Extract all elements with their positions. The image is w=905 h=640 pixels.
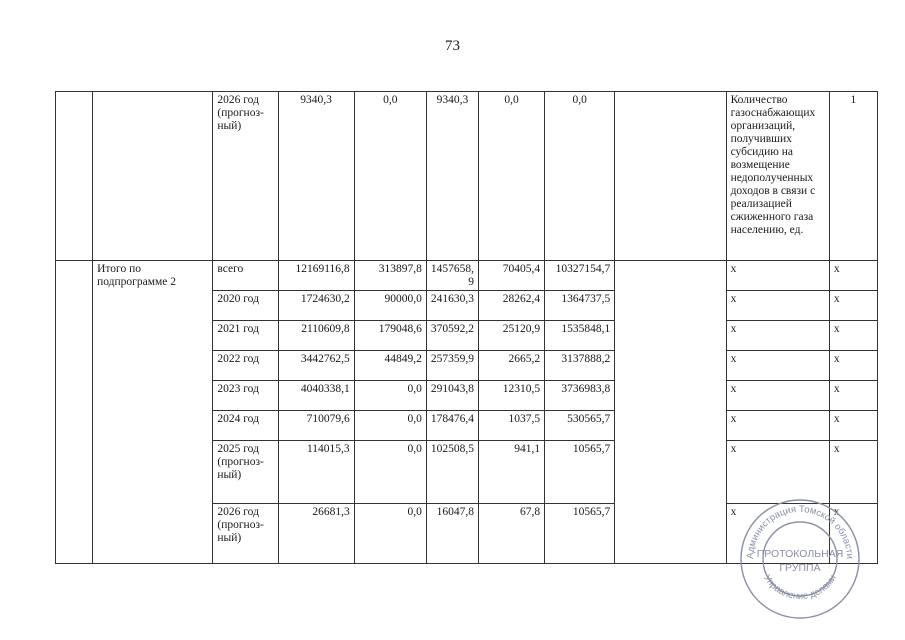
cell-federal: 0,0 <box>354 441 426 504</box>
table-row-total <box>56 261 878 291</box>
cell-regional: 1457658,9 <box>426 261 478 291</box>
cell-regional: 9340,3 <box>426 92 478 261</box>
cell-extrabudget: 1535848,1 <box>545 321 615 351</box>
cell-extrabudget: 10565,7 <box>545 441 615 504</box>
cell-indicator-value: x <box>829 261 877 291</box>
cell-local: 28262,4 <box>478 291 544 321</box>
cell-total: 26681,3 <box>278 504 354 564</box>
cell-year: 2020 год <box>213 291 278 321</box>
cell-empty <box>93 92 213 261</box>
cell-indicator: x <box>726 381 829 411</box>
cell-indicator: x <box>726 411 829 441</box>
cell-year: 2022 год <box>213 351 278 381</box>
cell-total: 3442762,5 <box>278 351 354 381</box>
cell-total: 4040338,1 <box>278 381 354 411</box>
cell-year: 2026 год (прогнозный) <box>213 504 278 564</box>
cell-indicator: x <box>726 291 829 321</box>
cell-federal: 0,0 <box>354 381 426 411</box>
cell-local: 70405,4 <box>478 261 544 291</box>
stamp-bottom-text: Управление делами <box>761 572 839 603</box>
cell-year: 2021 год <box>213 321 278 351</box>
stamp-center-line1: ПРОТОКОЛЬНАЯ <box>756 548 844 560</box>
cell-year: 2026 год (прогнозный) <box>213 92 278 261</box>
cell-total: 114015,3 <box>278 441 354 504</box>
cell-local: 0,0 <box>478 92 544 261</box>
cell-federal: 313897,8 <box>354 261 426 291</box>
cell-regional: 178476,4 <box>426 411 478 441</box>
cell-indicator: x <box>726 504 829 564</box>
cell-total: 1724630,2 <box>278 291 354 321</box>
cell-year: всего <box>213 261 278 291</box>
cell-local: 12310,5 <box>478 381 544 411</box>
cell-indicator-value: x <box>829 321 877 351</box>
page-number: 73 <box>445 38 460 54</box>
cell-indicator-value: x <box>829 411 877 441</box>
cell-extrabudget: 10327154,7 <box>545 261 615 291</box>
budget-table <box>55 91 878 564</box>
cell-regional: 102508,5 <box>426 441 478 504</box>
cell-empty <box>615 261 726 564</box>
cell-extrabudget: 530565,7 <box>545 411 615 441</box>
protocol-group-stamp <box>738 497 862 621</box>
cell-indicator: x <box>726 261 829 291</box>
cell-year: 2023 год <box>213 381 278 411</box>
cell-indicator: x <box>726 351 829 381</box>
cell-indicator-value: 1 <box>829 92 877 261</box>
cell-empty <box>56 92 93 261</box>
cell-local: 941,1 <box>478 441 544 504</box>
table-row-2026-top <box>56 92 878 261</box>
cell-empty <box>615 92 726 261</box>
cell-local: 67,8 <box>478 504 544 564</box>
cell-regional: 257359,9 <box>426 351 478 381</box>
cell-total: 9340,3 <box>278 92 354 261</box>
cell-federal: 44849,2 <box>354 351 426 381</box>
cell-indicator-value: x <box>829 381 877 411</box>
cell-indicator: x <box>726 321 829 351</box>
cell-federal: 0,0 <box>354 411 426 441</box>
cell-total: 710079,6 <box>278 411 354 441</box>
cell-extrabudget: 0,0 <box>545 92 615 261</box>
subtotal-label: Итого по подпрограмме 2 <box>93 261 213 564</box>
cell-indicator: Количество газоснабжающих организаций, получивших субсидию на возмещение недополученных доходов в связи с реализацией сжиженного газа населению, ед. <box>726 92 829 261</box>
cell-regional: 16047,8 <box>426 504 478 564</box>
cell-extrabudget: 3736983,8 <box>545 381 615 411</box>
cell-regional: 241630,3 <box>426 291 478 321</box>
cell-federal: 0,0 <box>354 92 426 261</box>
stamp-outer-text: Администрация Томской области <box>744 503 856 560</box>
cell-federal: 179048,6 <box>354 321 426 351</box>
cell-year: 2024 год <box>213 411 278 441</box>
cell-regional: 370592,2 <box>426 321 478 351</box>
cell-indicator: x <box>726 441 829 504</box>
cell-indicator-value: x <box>829 441 877 504</box>
cell-extrabudget: 1364737,5 <box>545 291 615 321</box>
cell-year: 2025 год (прогнозный) <box>213 441 278 504</box>
cell-federal: 0,0 <box>354 504 426 564</box>
stamp-center-line2: ГРУППА <box>779 562 821 574</box>
cell-total: 2110609,8 <box>278 321 354 351</box>
cell-federal: 90000,0 <box>354 291 426 321</box>
cell-regional: 291043,8 <box>426 381 478 411</box>
cell-extrabudget: 3137888,2 <box>545 351 615 381</box>
cell-indicator-value: x <box>829 351 877 381</box>
cell-local: 2665,2 <box>478 351 544 381</box>
cell-local: 25120,9 <box>478 321 544 351</box>
cell-indicator-value: x <box>829 291 877 321</box>
cell-total: 12169116,8 <box>278 261 354 291</box>
cell-local: 1037,5 <box>478 411 544 441</box>
cell-indicator-value: x <box>829 504 877 564</box>
cell-extrabudget: 10565,7 <box>545 504 615 564</box>
cell-empty <box>56 261 93 564</box>
